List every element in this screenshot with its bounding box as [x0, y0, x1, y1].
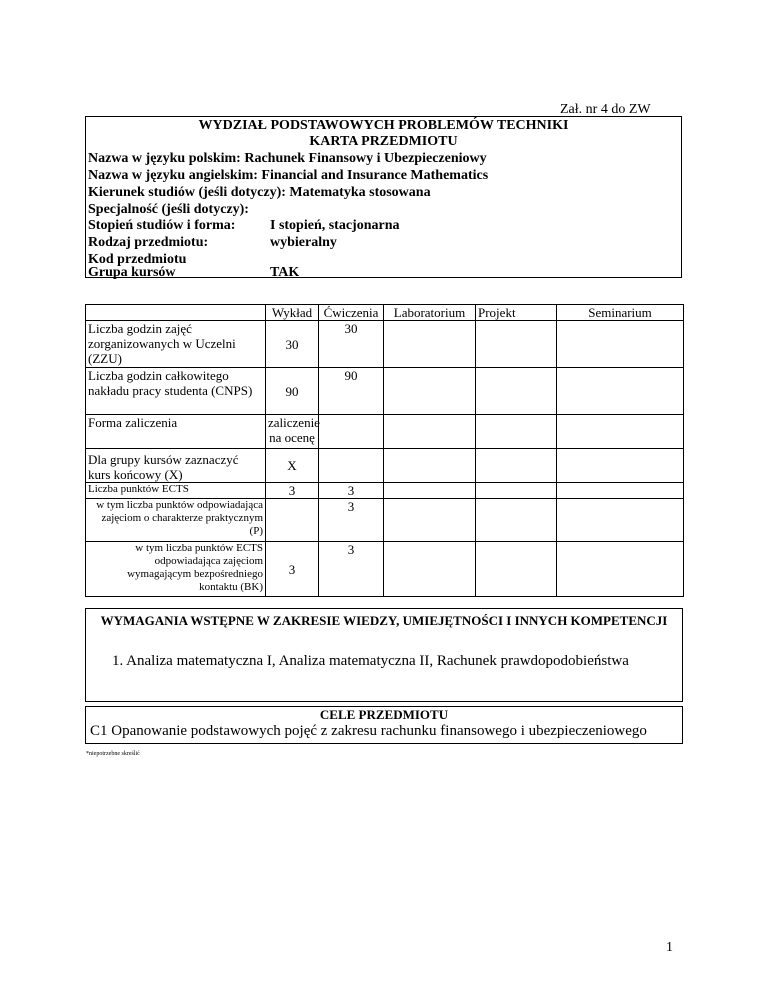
level-value: I stopień, stacjonarna [270, 218, 400, 233]
table-cell [557, 449, 684, 483]
table-cell [557, 321, 684, 368]
requirement-item: 1. Analiza matematyczna I, Analiza matematyczna II, Rachunek prawdopodobieństwa [112, 653, 629, 669]
group-value: TAK [270, 265, 300, 280]
field-of-study: Kierunek studiów (jeśli dotyczy): Matematyka stosowana [88, 185, 431, 200]
table-cell [476, 449, 557, 483]
table-row [86, 542, 684, 597]
col-header-lecture: Wykład [266, 305, 319, 321]
attachment-number: Zał. nr 4 do ZW [560, 102, 651, 117]
card-title: KARTA PRZEDMIOTU [309, 134, 458, 149]
table-cell [557, 483, 684, 499]
table-row [86, 415, 684, 449]
table-cell [557, 368, 684, 415]
table-cell [384, 449, 476, 483]
name-english: Nazwa w języku angielskim: Financial and Insurance Mathematics [88, 168, 489, 183]
table-cell: 3 [266, 483, 319, 499]
table-corner-cell [86, 305, 266, 321]
col-header-exercises: Ćwiczenia [319, 305, 384, 321]
table-header-row [86, 305, 684, 321]
table-cell [384, 483, 476, 499]
table-row [86, 368, 684, 415]
row-label: Liczba godzin całkowitego nakładu pracy studenta (CNPS) [86, 368, 266, 415]
row-label: w tym liczba punktów odpowiadająca zajęciom o charakterze praktycznym (P) [86, 499, 266, 542]
table-cell [476, 321, 557, 368]
specialty: Specjalność (jeśli dotyczy): [88, 202, 249, 217]
table-cell [384, 321, 476, 368]
table-cell [476, 415, 557, 449]
row-label: Liczba godzin zajęć zorganizowanych w Uczelni (ZZU) [86, 321, 266, 368]
table-cell: 30 [266, 321, 319, 368]
hours-table [85, 304, 684, 597]
table-cell: 90 [266, 368, 319, 415]
table-row [86, 449, 684, 483]
table-cell: 3 [319, 542, 384, 597]
name-polish: Nazwa w języku polskim: Rachunek Finansowy i Ubezpieczeniowy [88, 151, 487, 166]
table-row [86, 483, 684, 499]
level-label: Stopień studiów i forma: [88, 218, 236, 233]
table-cell [319, 449, 384, 483]
faculty-name: WYDZIAŁ PODSTAWOWYCH PROBLEMÓW TECHNIKI [198, 118, 569, 133]
table-row [86, 499, 684, 542]
table-cell: 30 [319, 321, 384, 368]
table-cell: zaliczenie na ocenę [266, 415, 319, 449]
table-cell [266, 499, 319, 542]
row-label: Dla grupy kursów zaznaczyć kurs końcowy (X) [86, 449, 266, 483]
requirements-box [85, 608, 683, 702]
table-cell [476, 483, 557, 499]
table-cell [384, 542, 476, 597]
code-label: Kod przedmiotu [88, 252, 187, 267]
page-number: 1 [666, 940, 673, 955]
row-label: w tym liczba punktów ECTS odpowiadająca zajęciom wymagającym bezpośredniego kontaktu (BK) [86, 542, 266, 597]
goals-box [85, 706, 683, 744]
table-cell [476, 499, 557, 542]
table-cell [384, 368, 476, 415]
table-cell [384, 499, 476, 542]
table-cell [319, 415, 384, 449]
type-label: Rodzaj przedmiotu: [88, 235, 209, 250]
table-cell [557, 542, 684, 597]
table-cell [557, 415, 684, 449]
type-value: wybieralny [270, 235, 337, 250]
row-label: Liczba punktów ECTS [86, 483, 266, 499]
table-cell [384, 415, 476, 449]
col-header-project: Projekt [476, 305, 557, 321]
table-cell [557, 499, 684, 542]
requirements-title: WYMAGANIA WSTĘPNE W ZAKRESIE WIEDZY, UMIEJĘTNOŚCI I INNYCH KOMPETENCJI [100, 613, 668, 628]
footnote: *niepotrzebne skreślić [86, 751, 140, 757]
table-row [86, 321, 684, 368]
table-cell: 90 [319, 368, 384, 415]
table-cell: 3 [319, 483, 384, 499]
table-cell: 3 [266, 542, 319, 597]
group-label: Grupa kursów [88, 265, 176, 280]
col-header-laboratory: Laboratorium [384, 305, 476, 321]
goals-title: CELE PRZEDMIOTU [319, 707, 449, 722]
table-cell [476, 368, 557, 415]
table-cell: 3 [319, 499, 384, 542]
goal-c1: C1 Opanowanie podstawowych pojęć z zakresu rachunku finansowego i ubezpieczeniowego [90, 723, 647, 739]
col-header-seminar: Seminarium [557, 305, 684, 321]
course-header-box [85, 116, 682, 278]
table-cell [476, 542, 557, 597]
table-cell: X [266, 449, 319, 483]
row-label: Forma zaliczenia [86, 415, 266, 449]
